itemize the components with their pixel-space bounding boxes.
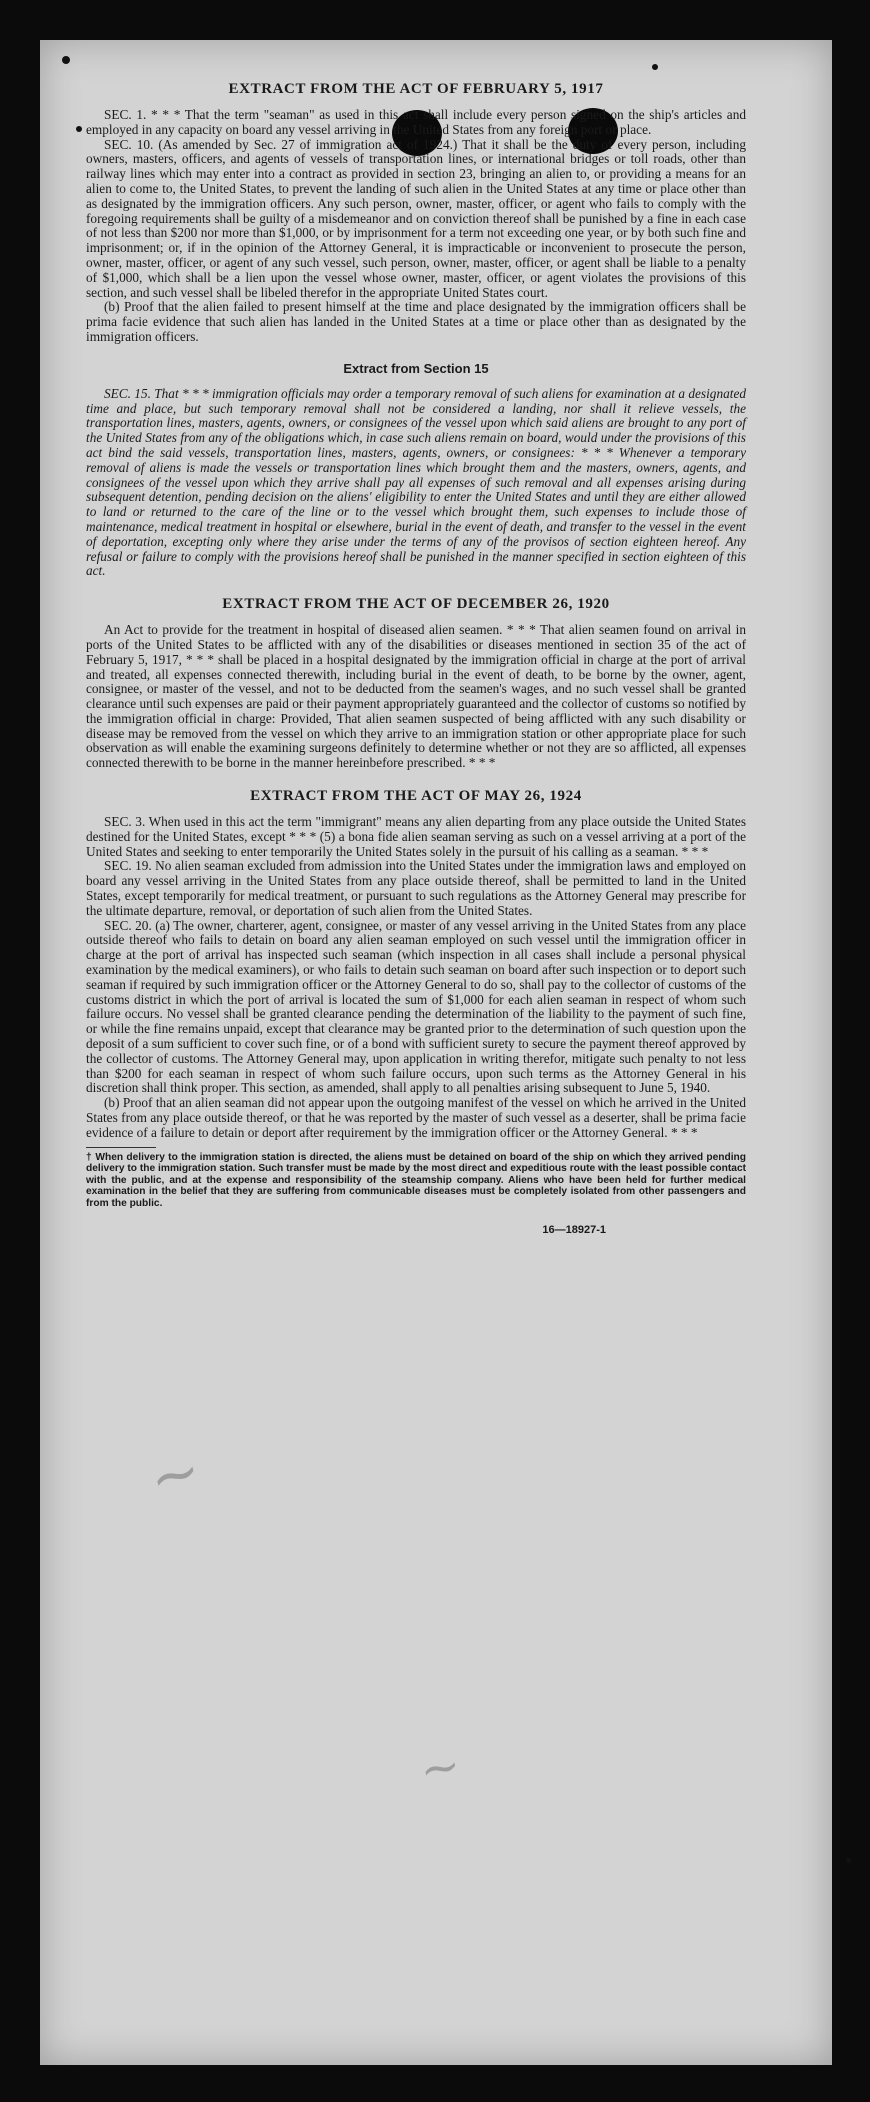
speck-mark — [76, 126, 82, 132]
paragraph-sec-3: SEC. 3. When used in this act the term "immigrant" means any alien departing from any place outside the United States destined for the United States, except * * * (5) a bona fide alien seaman serving as such on a vessel arriving at a port of the United States and seeking to enter temporarily the United States solely in the pursuit of his calling as a seaman. * * * — [86, 814, 746, 859]
paragraph-sec-20-b: (b) Proof that an alien seaman did not appear upon the outgoing manifest of the vessel on which he arrived in the United States from any place outside thereof, or that he was reported by the master of such vessel as a deserter, shall be prima facie evidence of a failure to detain or deport after requirement by the immigration officer or the Attorney General. * * * — [86, 1095, 746, 1140]
paragraph-sec-20-a: SEC. 20. (a) The owner, charterer, agent, consignee, or master of any vessel arriving in the United States from any place outside thereof who fails to detain on board any alien seaman employed on such vessel until the immigration officer in charge at the port of arrival has inspected such seaman (which inspection in all cases shall include a personal physical examination by the medical examiners), or who fails to detain such seaman on board after such inspection or to deport such seaman if required by such immigration officer or the Attorney General to do so, shall pay to the collector of customs of the customs district in which the port of arrival is located the sum of $1,000 for each alien seaman in respect of whom such failure occurs. No vessel shall be granted clearance pending the determination of the liability to the payment of such fine, or while the fine remains unpaid, except that clearance may be granted prior to the determination of such question upon the deposit of a sum sufficient to cover such fine, or of a bond with sufficient surety to secure the payment thereof approved by the collector of customs. The Attorney General may, upon application in writing therefor, mitigate such penalty to not less than $200 for each seaman in respect of whom such failure occurs, upon such terms as the Attorney General in his discretion shall think proper. This section, as amended, shall apply to all penalties arising subsequent to June 5, 1940. — [86, 917, 746, 1096]
paragraph-sec-15: SEC. 15. That * * * immigration officials may order a temporary removal of such aliens for examination at a designated time and place, but such temporary removal shall not be considered a landing, nor shall it relieve vessels, the transportation lines, masters, agents, owners, or consignees of the vessel upon which said aliens are brought to any port of the United States from any of the obligations which, in case such aliens remain on board, would under the provisions of this act bind the said vessels, transportation lines, masters, agents, owners, or consignees: * * * Whenever a temporary removal of aliens is made the vessels or transportation lines which brought them and the masters, owners, agents, and consignees of the vessel upon which they arrive shall pay all expenses of such removal and all expenses arising during subsequent detention, pending decision on the aliens' eligibility to enter the United States and until they are either allowed to land or returned to the care of the line or to the vessel which brought them, such expenses to include those of maintenance, medical treatment in hospital or elsewhere, burial in the event of death, and transfer to the vessel in the event of deportation, excepting only where they arise under the terms of any of the provisos of section eighteen hereof. Any refusal or failure to comply with the provisions hereof shall be punished in the manner specified in section eighteen of this act. — [86, 385, 746, 579]
heading-act-1917: EXTRACT FROM THE ACT OF FEBRUARY 5, 1917 — [228, 81, 604, 97]
paragraph-sec-10-b: (b) Proof that the alien failed to present himself at the time and place designated by the immigration officers shall be prima facie evidence that such alien has landed in the United States at a time or place other than as designated by the immigration officers. — [86, 299, 746, 344]
paragraph-sec-10: SEC. 10. (As amended by Sec. 27 of immigration act of 1924.) That it shall be the duty of every person, including owners, masters, officers, and agents of vessels of transportation lines, or international bridges or toll roads, other than railway lines which may enter into a contract as provided in section 23, bringing an alien to, or providing a means for an alien to come to, the United States, to prevent the landing of such alien in the United States at any time or place other than as designated by the immigration officers. Any such person, owner, master, officer, or agent who fails to comply with the foregoing requirements shall be guilty of a misdemeanor and on conviction thereof shall be punished by a fine in each case of not less than $200 nor more than $1,000, or by imprisonment for a term not exceeding one year, or by both such fine and imprisonment; or, if in the opinion of the Attorney General, it is impracticable or inconvenient to prosecute the person, owner, master, officer, or agent of any such vessel, such person, owner, master, officer, or agent shall be liable to a penalty of $1,000, which shall be a lien upon the vessel whose owner, master, officer, or agent violates the provisions of this section, and such vessel shall be libeled therefor in the appropriate United States court. — [86, 136, 746, 300]
speck-mark — [62, 56, 70, 64]
heading-act-1924: EXTRACT FROM THE ACT OF MAY 26, 1924 — [250, 788, 582, 805]
form-number: 16—18927-1 — [542, 1223, 606, 1236]
paragraph-sec-19: SEC. 19. No alien seaman excluded from admission into the United States under the immigration laws and employed on board any vessel arriving in the United States from any place outside thereof, shall be permitted to land in the United States, except temporarily for medical treatment, or pursuant to such regulations as the Attorney General may prescribe for the ultimate departure, removal, or deportation of such alien from the United States. — [86, 858, 746, 918]
faint-handwriting-mark: ~ — [415, 1736, 465, 1800]
subheading-section-15: Extract from Section 15 — [343, 360, 489, 376]
paragraph-sec-1: SEC. 1. * * * That the term "seaman" as used in this act shall include every person signed on the ship's articles and employed in any capacity on board any vessel arriving in the United States from any foreign port or place. — [86, 107, 746, 137]
paragraph-act-1920: An Act to provide for the treatment in hospital of diseased alien seamen. * * * That alien seamen found on arrival in ports of the United States to be afflicted with any of the disabilities or diseases mentioned in section 35 of the act of February 5, 1917, * * * shall be placed in a hospital designated by the immigration official in charge at the port of arrival and treated, all expenses connected therewith, including burial in the event of death, to be borne by the owner, agent, consignee, or master of the vessel, and not to be deducted from the seamen's wages, and no such vessel shall be granted clearance until such expenses are paid or their payment appropriately guaranteed and the collector of customs so notified by the immigration official in charge: Provided, That alien seamen suspected of being afflicted with any such disability or disease may be removed from the vessel on which they arrive to an immigration station or other appropriate place for such observation as will enable the examining surgeons definitely to determine whether or not they are so afflicted, all expenses connected therewith to be borne in the manner hereinbefore prescribed. * * * — [86, 622, 746, 771]
heading-act-1920: EXTRACT FROM THE ACT OF DECEMBER 26, 1920 — [222, 596, 610, 613]
speck-mark — [652, 64, 658, 70]
speck-mark — [846, 1858, 851, 1863]
document-content — [86, 78, 746, 1236]
footnote: † When delivery to the immigration station is directed, the aliens must be detained on board of the ship on which they arrived pending delivery to the immigration station. Such transfer must be made by the most direct and expeditious route with the least possible contact with the public, and at the expense and responsibility of the steamship company. Aliens who have been held for further medical examination in the belief that they are suffering from communicable diseases must be completely isolated from other passengers and from the public. — [86, 1151, 746, 1209]
footnote-divider — [86, 1147, 156, 1148]
faint-handwriting-mark: ~ — [141, 1434, 209, 1516]
